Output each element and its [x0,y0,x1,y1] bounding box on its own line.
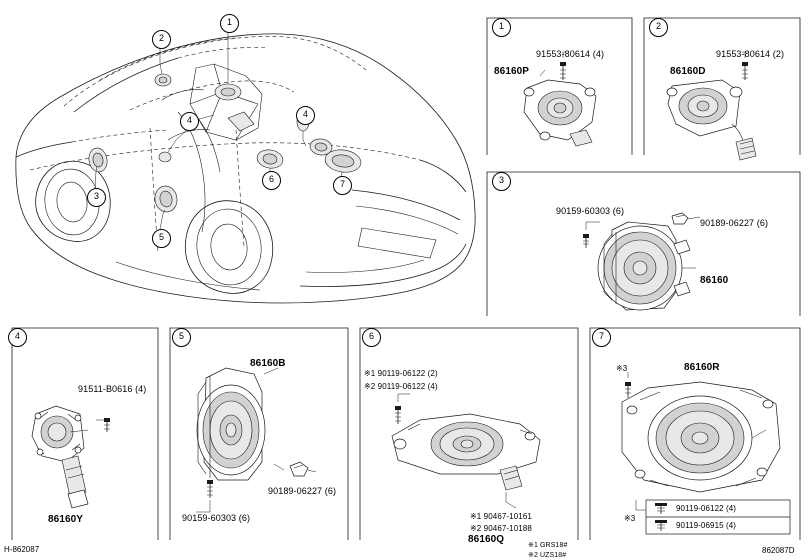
panel-5-nut-code: 90189-06227 (6) [268,486,337,496]
panel-7-legend-bolt-1: 90119-06122 (4) [676,504,737,513]
footnote-2-text: UZS18# [540,552,567,559]
panel-7-legend-bolt-2: 90119-06915 (4) [676,521,737,530]
panel-4-bolt-code: 91511-B0616 (4) [78,384,147,394]
panel-2-bolt-code: 91553-80614 (2) [716,49,785,59]
panel-3-nut-code: 90189-06227 (6) [700,218,769,228]
panel-number-7: 7 [592,328,611,347]
panel-5-part-number: 86160B [250,358,286,369]
bolt-symbol-2 [742,62,748,80]
panel-number-5: 5 [172,328,191,347]
diagram-code-right: 862087D [762,546,795,555]
footnote-1-text: GRS18# [540,542,568,549]
panel-3-artwork [583,213,700,310]
nut-symbol-3 [672,213,688,224]
panel-number-3: 3 [492,172,511,191]
panel-1-part-number: 86160P [494,66,530,77]
vehicle-callout-4: 4 [180,112,199,131]
screw-symbol-5 [207,480,213,498]
panel-number-1: 1 [492,18,511,37]
diagram-code-left: H-862087 [4,545,40,554]
vehicle-callout-4b: 4 [296,106,315,125]
footnote-1 [528,541,567,549]
panel-6-clip-code-2: ※2 90467-10188 [470,524,532,533]
panel-3-screw-code: 90159-60303 (6) [556,206,625,216]
footnote-2 [528,551,566,559]
vehicle-callout-5: 5 [152,229,171,248]
vehicle-callout-6: 6 [262,171,281,190]
panel-1-bolt-code: 91553-80614 (4) [536,49,605,59]
screw-symbol-3 [583,234,589,248]
panel-3-part-number: 86160 [700,275,729,286]
bolt-symbol-4 [104,418,110,432]
vehicle-outline [16,34,475,303]
panel-6-part-number: 86160Q [468,534,505,545]
panel-5-screw-code: 90159-60303 (6) [182,513,251,523]
panel-6-bolt-code-1: ※1 90119-06122 (2) [364,369,438,378]
vehicle-callout-1: 1 [220,14,239,33]
bolt-symbol-1 [560,62,566,80]
panel-6-artwork [392,394,540,508]
vehicle-callout-3: 3 [87,188,106,207]
bolt-symbol-6 [395,406,401,424]
panel-7-note-marker-2: ※3 [624,514,636,523]
bolt-symbol-7 [625,382,631,398]
vehicle-callout-2: 2 [152,30,171,49]
panel-6-clip-code-1: ※1 90467-10161 [470,512,532,521]
panel-4-artwork [32,406,110,508]
footnote-1-marker: ※1 [528,542,538,549]
panel-number-2: 2 [649,18,668,37]
panel-2-part-number: 86160D [670,66,706,77]
panel-4-part-number: 86160Y [48,514,84,525]
vehicle-callout-7: 7 [333,176,352,195]
nut-symbol-5 [290,462,308,476]
panel-number-4: 4 [8,328,27,347]
panel-number-6: 6 [362,328,381,347]
panel-7-note-marker: ※3 [616,364,628,373]
panel-1-artwork [524,52,596,146]
footnote-2-marker: ※2 [528,552,538,559]
panel-6-bolt-code-2: ※2 90119-06122 (4) [364,382,438,391]
panel-7-part-number: 86160R [684,362,720,373]
